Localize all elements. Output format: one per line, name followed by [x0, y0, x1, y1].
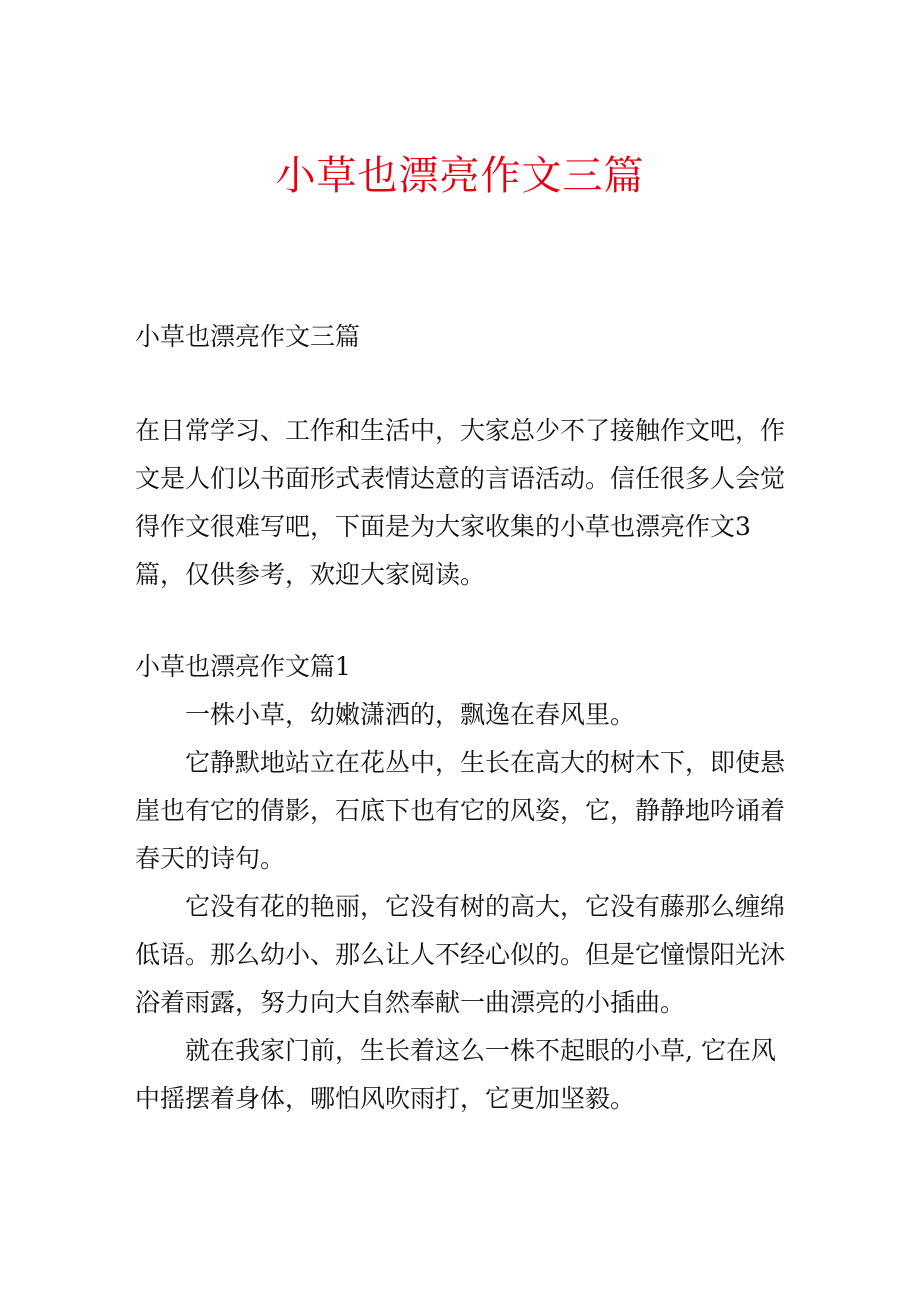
document-subtitle: 小草也漂亮作文三篇: [135, 322, 361, 351]
body-paragraph: 它没有花的艳丽，它没有树的高大，它没有藤那么缠绵低语。那么幼小、那么让人不经心似的。但是它憧憬阳光沐浴着雨露，努力向大自然奉献一曲漂亮的小插曲。: [135, 892, 786, 1017]
intro-paragraph: 在日常学习、工作和生活中，大家总少不了接触作文吧，作文是人们以书面形式表情达意的言语活动。信任很多人会觉得作文很难写吧，下面是为大家收集的小草也漂亮作文3篇，仅供参考，欢迎大家阅读。: [135, 416, 786, 589]
body-paragraph: 一株小草，幼嫩潇洒的，飘逸在春风里。: [185, 700, 636, 729]
document-body: [135, 313, 795, 1123]
spacer: [135, 599, 795, 643]
spacer: [135, 361, 795, 407]
body-paragraph: 就在我家门前，生长着这么一株不起眼的小草, 它在风中摇摆着身体，哪怕风吹雨打，它更加坚毅。: [135, 1036, 776, 1113]
body-paragraph: 它静默地站立在花丛中，生长在高大的树木下，即使悬崖也有它的倩影，石底下也有它的风姿，它，静静地吟诵着春天的诗句。: [135, 748, 786, 873]
section-heading: 小草也漂亮作文篇1: [135, 652, 351, 681]
document-title: 小草也漂亮作文三篇: [275, 153, 645, 199]
